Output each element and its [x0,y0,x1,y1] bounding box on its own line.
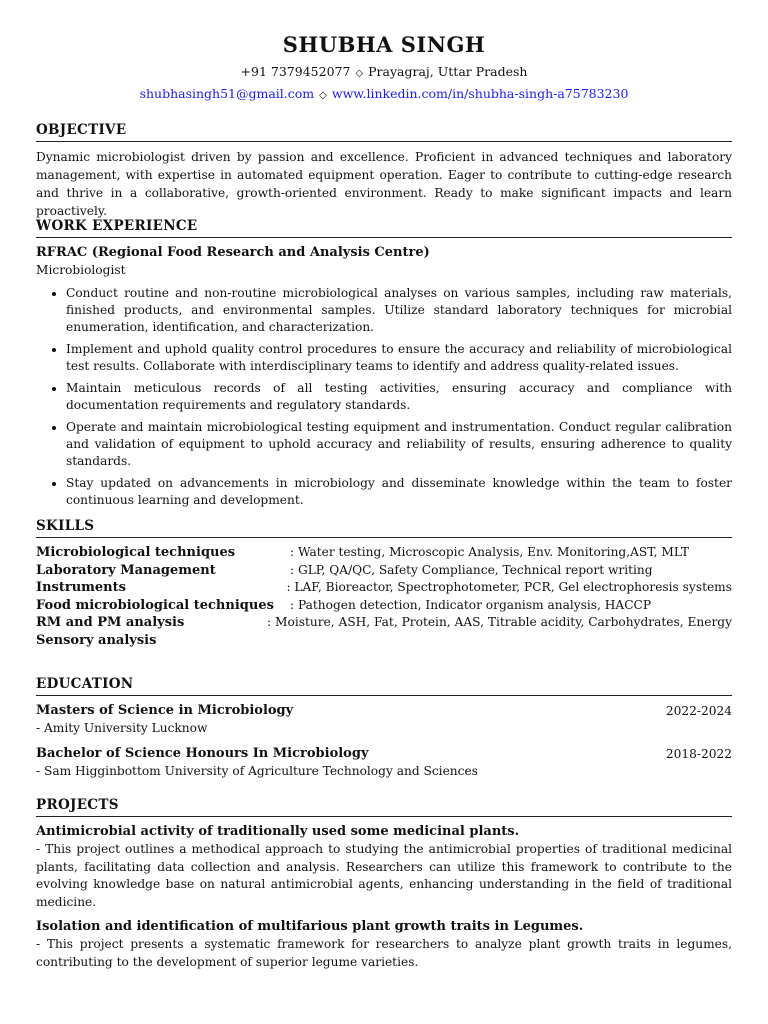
skill-category: Instruments [36,580,126,595]
list-item: • Maintain meticulous records of all testing activities, ensuring accuracy and compliance with documentation requirements and regulatory standards. [66,380,732,414]
project-title: Antimicrobial activity of traditionally used some medicinal plants. [36,824,520,839]
contact-line [36,64,732,79]
skill-category: Food microbiological techniques [36,597,274,613]
section-title: PROJECTS [36,797,732,817]
section-title: SKILLS [36,518,732,538]
degree-name: Bachelor of Science Honours In Microbiology [36,746,369,761]
objective-section [36,122,732,220]
list-item: • Implement and uphold quality control procedures to ensure the accuracy and reliability of microbiological test results. Collaborate with interdisciplinary teams to identify and address quality-related issues. [66,341,732,375]
skills-section [36,518,732,649]
links-line [36,86,732,101]
education-entry [36,745,732,763]
skill-values: : Moisture, ASH, Fat, Protein, AAS, Titrable acidity, Carbohydrates, Energy [267,615,732,629]
degree-years: 2022-2024 [665,704,732,718]
degree-name: Masters of Science in Microbiology [36,703,294,718]
list-item: • Conduct routine and non-routine microbiological analyses on various samples, including raw materials, finished products, and environmental samples. Utilize standard laboratory techniques for microbial enumeration, identification, and characterization. [66,285,732,336]
job-title: Microbiologist [36,263,126,277]
skill-row [36,562,732,580]
employer-name: RFRAC (Regional Food Research and Analysis Centre) [36,245,430,260]
linkedin-link[interactable]: www.linkedin.com/in/shubha-singh-a75783230 [331,86,629,101]
skill-row [36,597,732,615]
institution-name: - Amity University Lucknow [36,721,208,735]
education-entry [36,702,732,720]
section-title: OBJECTIVE [36,122,732,142]
section-title: EDUCATION [36,676,732,696]
location: Prayagraj, Uttar Pradesh [368,64,528,79]
responsibility-list [36,285,732,509]
diamond-separator-icon: ◇ [355,68,364,79]
degree-years: 2018-2022 [665,747,732,761]
institution-name: - Sam Higginbottom University of Agriculture Technology and Sciences [36,764,478,778]
skill-row [36,632,732,650]
projects-section [36,797,732,978]
project-description: - This project outlines a methodical approach to studying the antimicrobial properties of traditional medicinal plants, facilitating data collection and analysis. Researchers can utilize this framework to contribute to the evolving knowledge base on natural antimicrobial agents, enhancing understanding in the field of traditional medicine. [36,842,732,909]
skill-values: : Water testing, Microscopic Analysis, Env. Monitoring,AST, MLT [290,545,690,559]
candidate-name: SHUBHA SINGH [282,32,486,57]
education-section [36,676,732,788]
objective-text: Dynamic microbiologist driven by passion and excellence. Proficient in advanced techniques and laboratory management, with expertise in automated equipment operation. Eager to contribute to cutting-edge research and thrive in a collaborative, growth-oriented environment. Ready to make significant impacts and learn proactively. [36,150,732,218]
list-item: • Operate and maintain microbiological testing equipment and instrumentation. Conduct regular calibration and validation of equipment to uphold accuracy and reliability of results, ensuring adherence to quality standards. [66,419,732,470]
skill-values: : Pathogen detection, Indicator organism analysis, HACCP [290,597,652,612]
skill-category: Laboratory Management [36,562,216,578]
experience-section [36,218,732,514]
skill-row [36,579,732,597]
diamond-separator-icon: ◇ [319,90,327,101]
project-description: - This project presents a systematic framework for researchers to analyze plant growth traits in legumes, contributing to the development of superior legume varieties. [36,937,732,969]
email-link[interactable]: shubhasingh51@gmail.com [139,86,315,101]
section-title: WORK EXPERIENCE [36,218,732,238]
skill-category: Sensory analysis [36,632,157,648]
skill-category: Microbiological techniques [36,545,236,560]
skill-values: : GLP, QA/QC, Safety Compliance, Technical report writing [290,562,653,577]
skill-category: RM and PM analysis [36,615,185,630]
skill-row [36,614,732,632]
project-title: Isolation and identification of multifarious plant growth traits in Legumes. [36,919,584,934]
phone-number: +91 7379452077 [240,64,351,79]
list-item: • Stay updated on advancements in microbiology and disseminate knowledge within the team to foster continuous learning and development. [66,475,732,509]
skill-row [36,544,732,562]
skill-values: : LAF, Bioreactor, Spectrophotometer, PCR, Gel electrophoresis systems [286,580,732,594]
